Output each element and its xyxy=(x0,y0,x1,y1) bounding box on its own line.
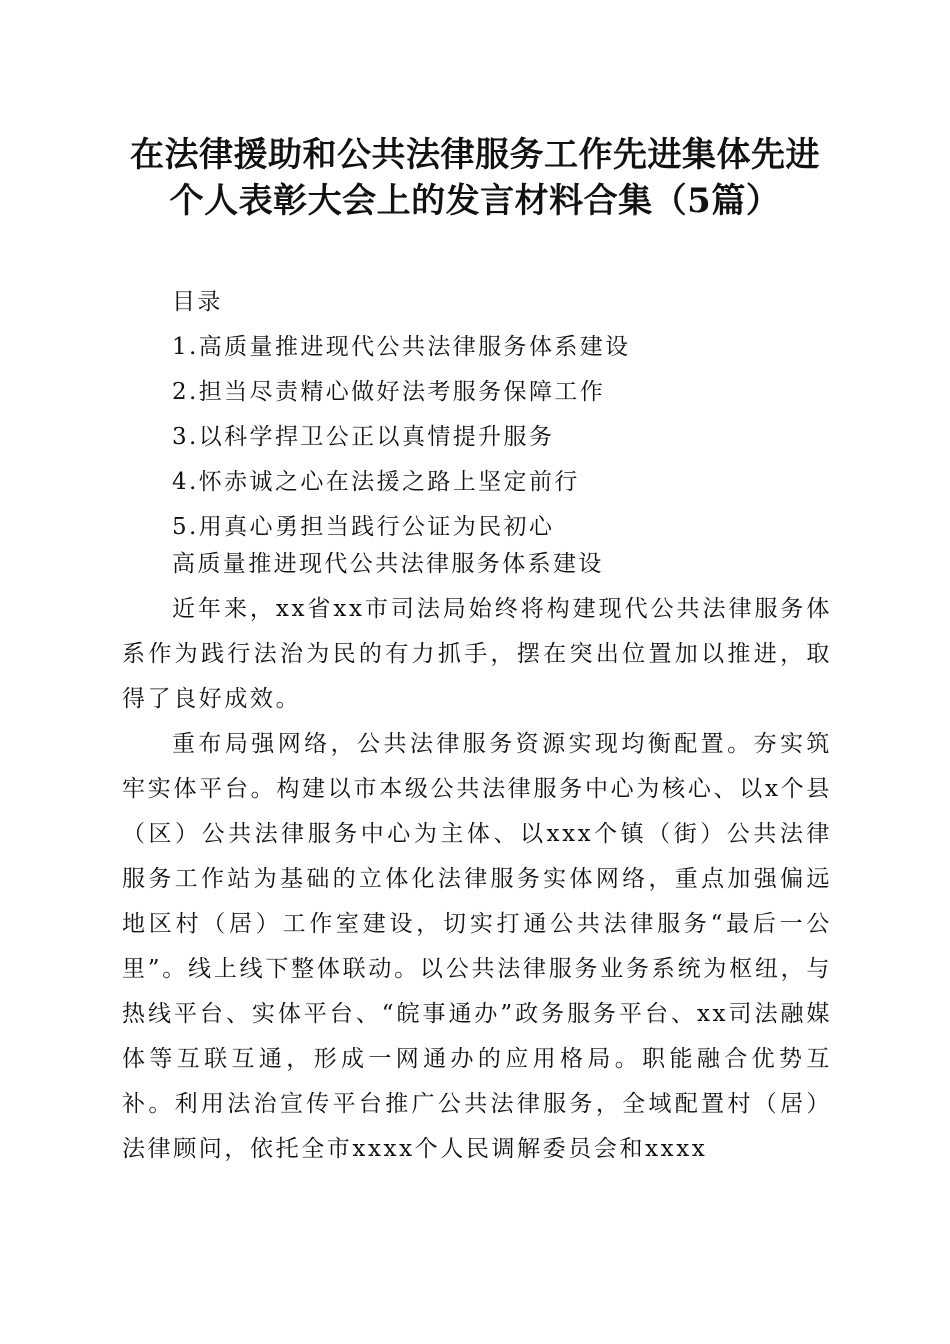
document-title xyxy=(100,132,850,224)
paragraph-2: 重布局强网络，公共法律服务资源实现均衡配置。夯实筑牢实体平台。构建以市本级公共法律服务中心为核心、以x个县（区）公共法律服务中心为主体、以xxx个镇（街）公共法律服务工作站为基础的立体化法律服务实体网络，重点加强偏远地区村（居）工作室建设，切实打通公共法律服务“最后一公里”。线上线下整体联动。以公共法律服务业务系统为枢纽，与热线平台、实体平台、“皖事通办”政务服务平台、xx司法融媒体等互联互通，形成一网通办的应用格局。职能融合优势互补。利用法治宣传平台推广公共法律服务，全域配置村（居）法律顾问，依托全市xxxx个人民调解委员会和xxxx xyxy=(122,731,832,1162)
title-line-2: 个人表彰大会上的发言材料合集（5篇） xyxy=(169,181,781,221)
paragraph-1: 近年来，xx省xx市司法局始终将构建现代公共法律服务体系作为践行法治为民的有力抓手，摆在突出位置加以推进，取得了良好成效。 xyxy=(122,596,832,712)
body-text xyxy=(122,587,832,1172)
title-line-1: 在法律援助和公共法律服务工作先进集体先进 xyxy=(130,135,820,175)
toc-heading: 目录 xyxy=(172,289,223,315)
section-heading: 高质量推进现代公共法律服务体系建设 xyxy=(172,551,604,577)
toc-item-3: 3.以科学捍卫公正以真情提升服务 xyxy=(172,424,555,450)
toc-item-2: 2.担当尽责精心做好法考服务保障工作 xyxy=(172,379,606,405)
toc-item-4: 4.怀赤诚之心在法援之路上坚定前行 xyxy=(172,469,580,495)
table-of-contents xyxy=(172,280,631,550)
toc-item-5: 5.用真心勇担当践行公证为民初心 xyxy=(172,514,555,540)
toc-item-1: 1.高质量推进现代公共法律服务体系建设 xyxy=(172,334,631,360)
